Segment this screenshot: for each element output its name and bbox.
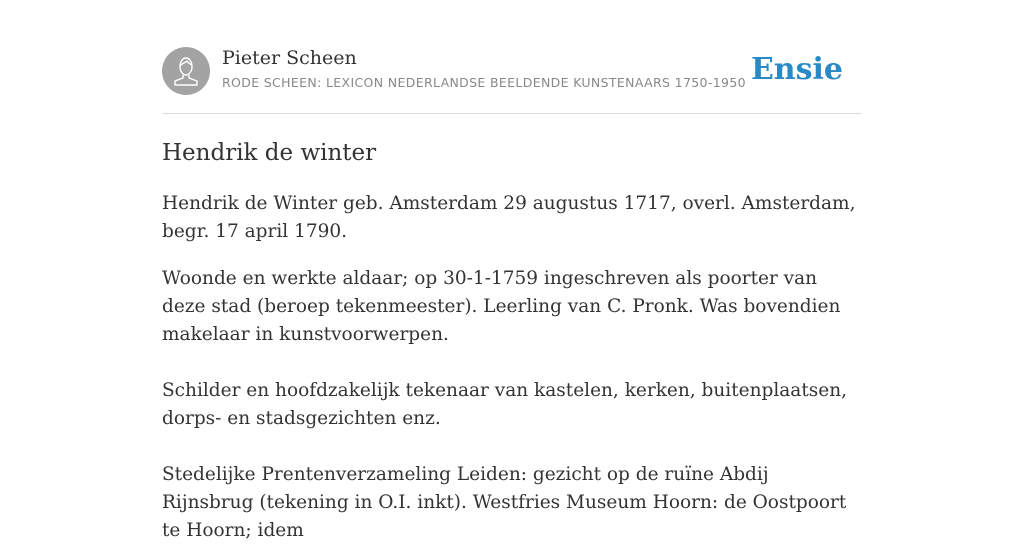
article-paragraph: Hendrik de Winter geb. Amsterdam 29 augustus 1717, overl. Amsterdam, begr. 17 april 1790. [162,193,856,242]
article-title: Hendrik de winter [162,140,377,166]
page-container [162,0,862,541]
article-paragraph: Stedelijke Prentenverzameling Leiden: gezicht op de ruïne Abdij Rijnsbrug (tekening in O.I. inkt). Westfries Museum Hoorn: de Oostpoort te Hoorn; idem [162,464,847,541]
ensie-logo[interactable]: Ensie [750,52,843,87]
article-paragraph: Schilder en hoofdzakelijk tekenaar van kastelen, kerken, buitenplaatsen, dorps- en stadsgezichten enz. [162,380,847,429]
person-outline-icon [162,47,210,95]
user-avatar-icon[interactable] [162,47,210,95]
author-name[interactable]: Pieter Scheen [222,47,357,69]
article-paragraph: Woonde en werkte aldaar; op 30-1-1759 ingeschreven als poorter van deze stad (beroep tekenmeester). Leerling van C. Pronk. Was bovendien makelaar in kunstvoorwerpen. [162,268,841,345]
source-lexicon-title[interactable]: RODE SCHEEN: LEXICON NEDERLANDSE BEELDENDE KUNSTENAARS 1750-1950 [222,75,746,90]
article-header [162,0,862,114]
